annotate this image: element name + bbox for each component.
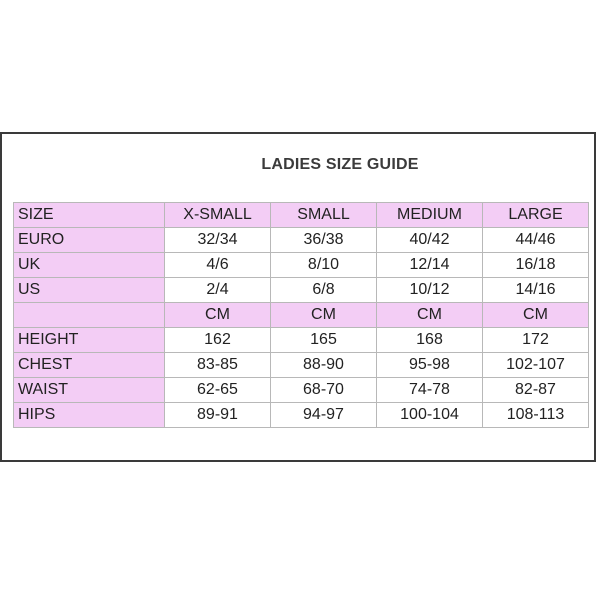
table-cell: 165	[271, 328, 377, 353]
table-cell: 4/6	[165, 253, 271, 278]
table-cell: 162	[165, 328, 271, 353]
table-header-row	[14, 203, 589, 228]
table-cell: 8/10	[271, 253, 377, 278]
unit-cell: CM	[271, 303, 377, 328]
table-row	[14, 403, 589, 428]
size-guide-title: LADIES SIZE GUIDE	[261, 156, 419, 173]
header-size-cell: SMALL	[271, 203, 377, 228]
table-cell: 88-90	[271, 353, 377, 378]
table-cell: 32/34	[165, 228, 271, 253]
table-cell: 10/12	[377, 278, 483, 303]
table-row	[14, 228, 589, 253]
table-cell: 2/4	[165, 278, 271, 303]
table-cell: 108-113	[483, 403, 589, 428]
header-size-cell: X-SMALL	[165, 203, 271, 228]
table-cell: 102-107	[483, 353, 589, 378]
table-cell: 83-85	[165, 353, 271, 378]
table-cell: 89-91	[165, 403, 271, 428]
table-cell: 16/18	[483, 253, 589, 278]
header-label-cell: SIZE	[14, 203, 165, 228]
table-cell: 12/14	[377, 253, 483, 278]
table-row	[14, 278, 589, 303]
table-cell: 82-87	[483, 378, 589, 403]
unit-row	[14, 303, 589, 328]
table-cell: 95-98	[377, 353, 483, 378]
row-label-cell: UK	[14, 253, 165, 278]
row-label-cell: EURO	[14, 228, 165, 253]
table-cell: 74-78	[377, 378, 483, 403]
unit-label-cell	[14, 303, 165, 328]
table-cell: 62-65	[165, 378, 271, 403]
header-size-cell: MEDIUM	[377, 203, 483, 228]
table-row	[14, 378, 589, 403]
size-guide-table	[13, 202, 589, 428]
unit-cell: CM	[377, 303, 483, 328]
table-cell: 168	[377, 328, 483, 353]
unit-cell: CM	[483, 303, 589, 328]
unit-cell: CM	[165, 303, 271, 328]
row-label-cell: HEIGHT	[14, 328, 165, 353]
table-row	[14, 353, 589, 378]
row-label-cell: HIPS	[14, 403, 165, 428]
table-cell: 68-70	[271, 378, 377, 403]
table-cell: 172	[483, 328, 589, 353]
header-size-cell: LARGE	[483, 203, 589, 228]
size-guide-frame	[0, 132, 596, 462]
table-cell: 36/38	[271, 228, 377, 253]
table-cell: 94-97	[271, 403, 377, 428]
row-label-cell: US	[14, 278, 165, 303]
row-label-cell: CHEST	[14, 353, 165, 378]
table-row	[14, 253, 589, 278]
row-label-cell: WAIST	[14, 378, 165, 403]
table-cell: 14/16	[483, 278, 589, 303]
table-row	[14, 328, 589, 353]
table-cell: 100-104	[377, 403, 483, 428]
table-cell: 40/42	[377, 228, 483, 253]
table-cell: 6/8	[271, 278, 377, 303]
table-cell: 44/46	[483, 228, 589, 253]
